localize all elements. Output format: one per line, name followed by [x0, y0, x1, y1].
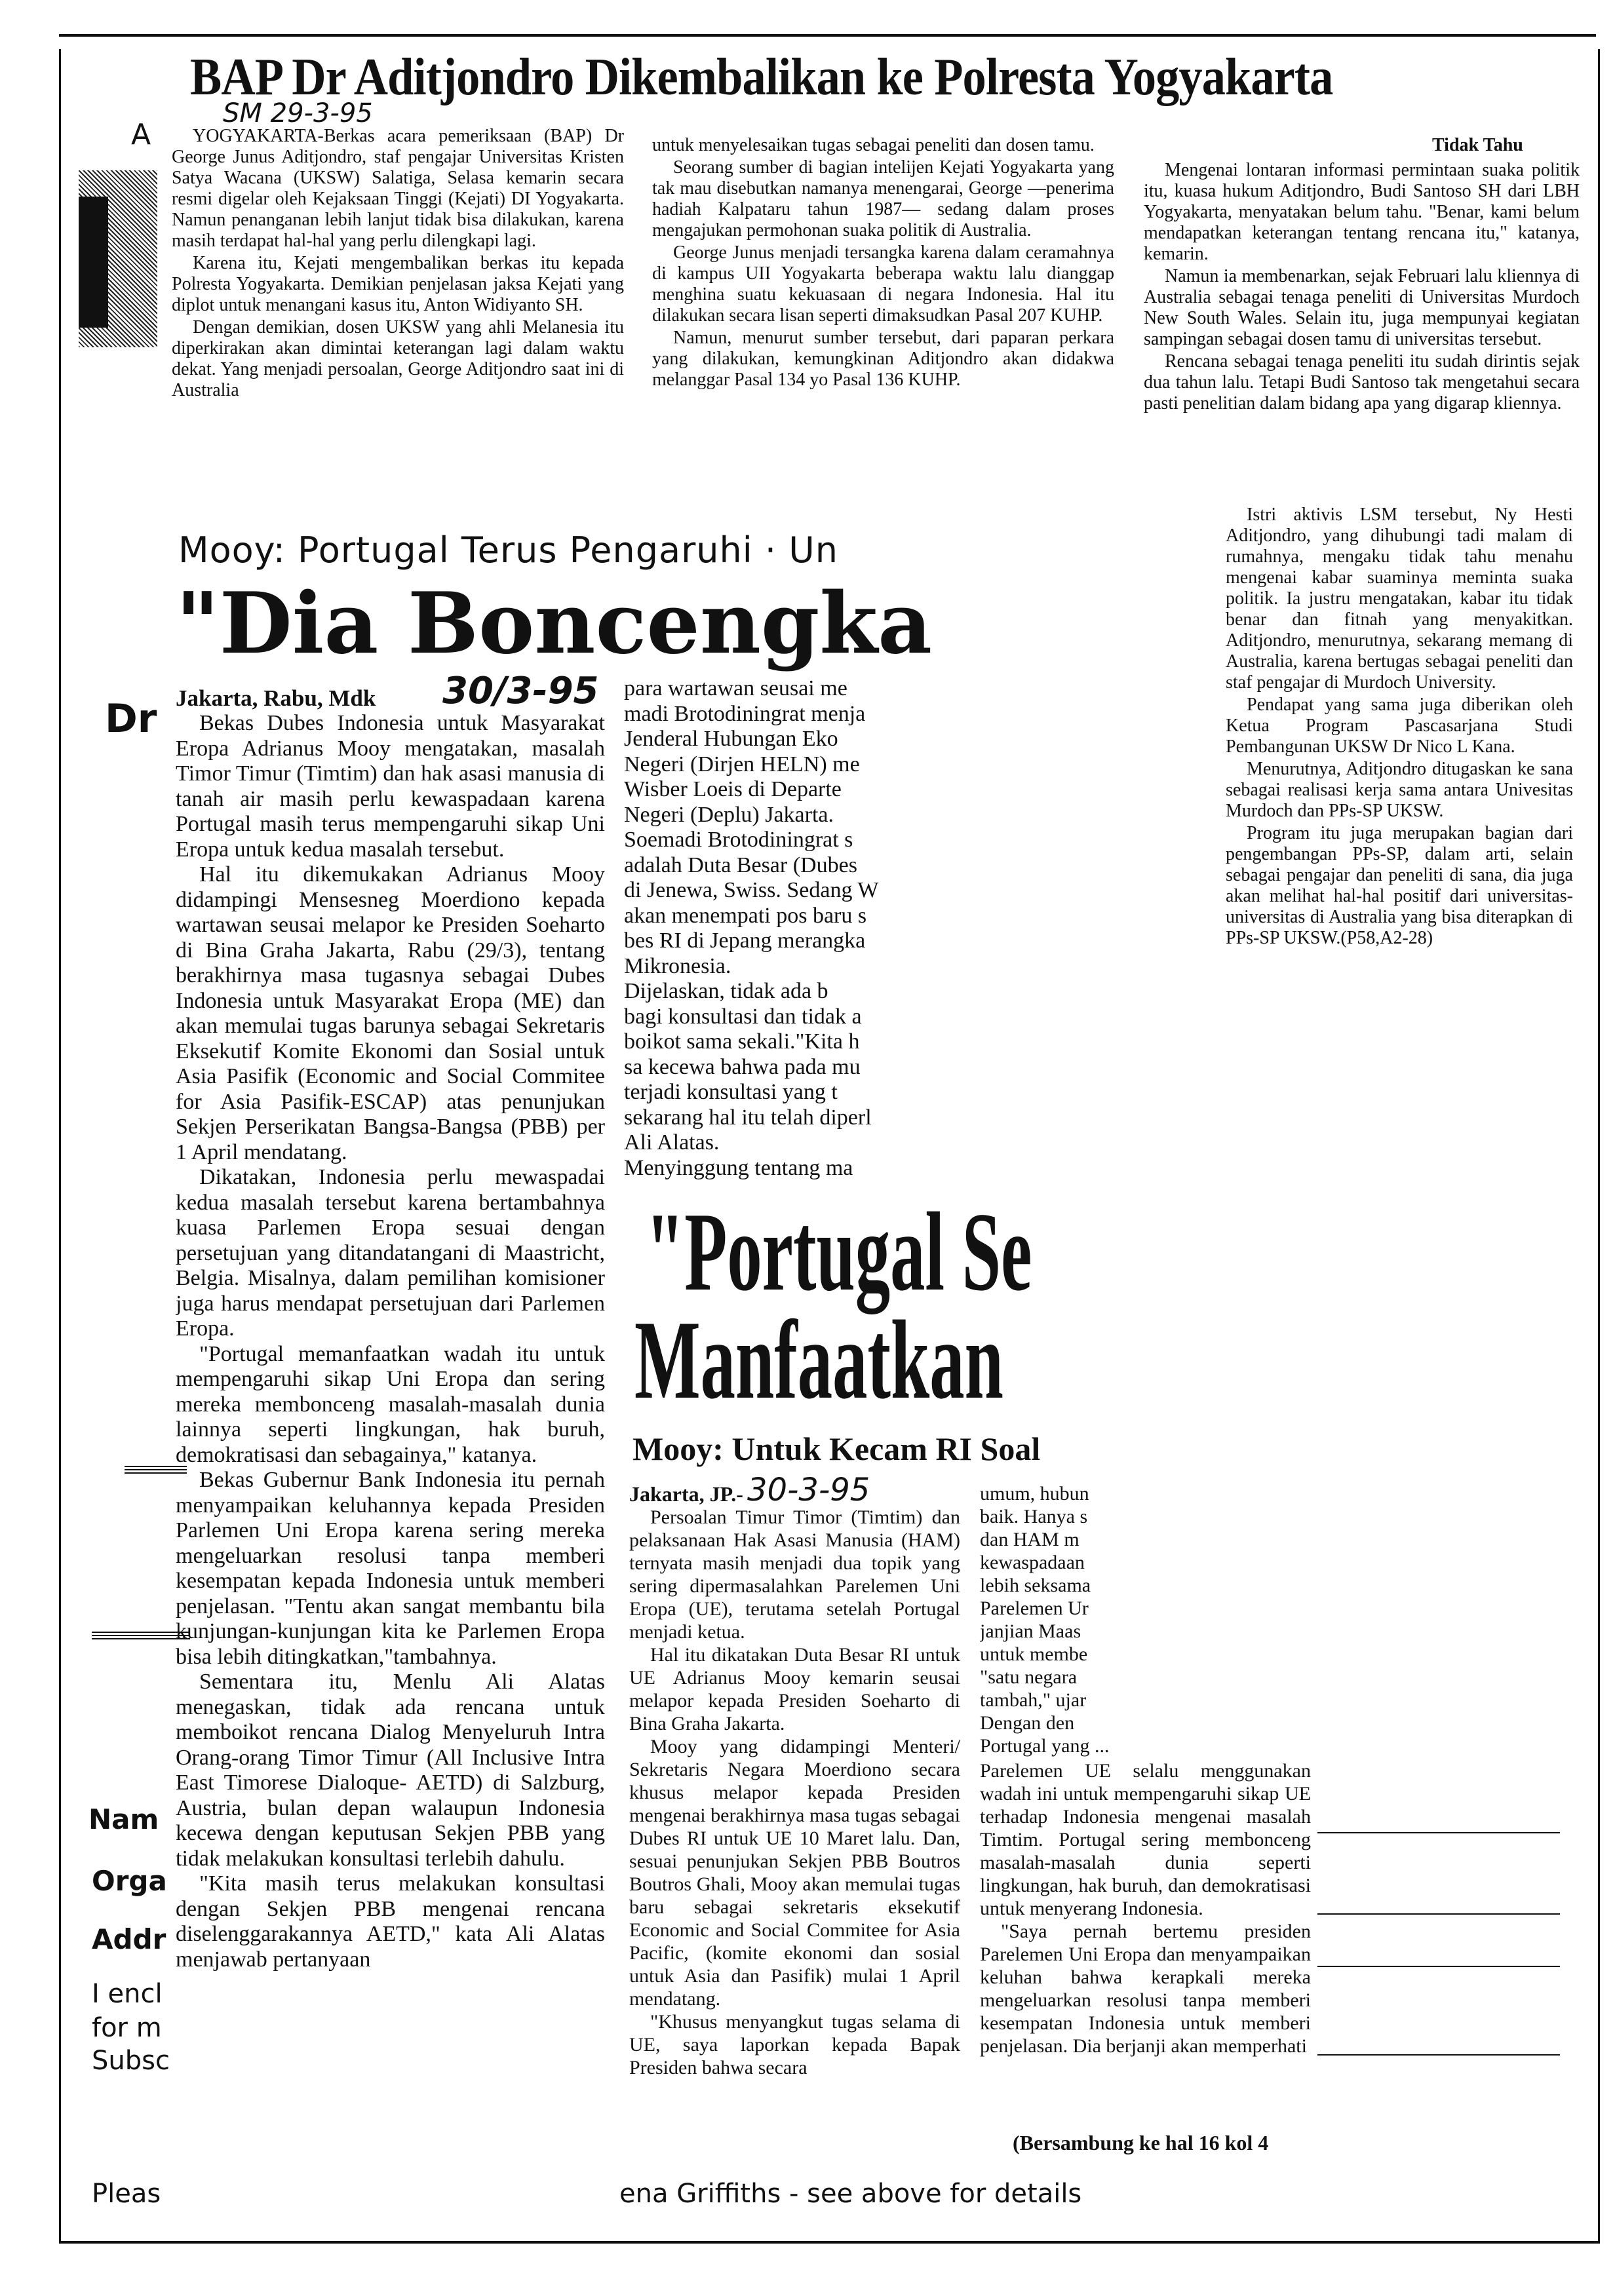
text-line: Ali Alatas. [624, 1130, 720, 1155]
form-text-please: Pleas [92, 2179, 161, 2209]
text-line: madi Brotodiningrat menja [624, 701, 866, 726]
paragraph: Hal itu dikemukakan Adrianus Mooy didampingi Mensesneg Moerdiono kepada wartawan seusai melapor ke Presiden Soeharto di Bina Graha Jakarta, Rabu (29/3), tentang berakhirnya masa tugasnya sebagai Dubes Indonesia untuk Masyarakat Eropa (ME) dan akan memulai tugas barunya sebagai Sekretaris Eksekutif Komite Ekonomi dan Sosial untuk Asia Pasifik (Economic and Social Commitee for Asia Pasifik-ESCAP) atas penunjukan Sekjen Perserikatan Bangsa-Bangsa (PBB) per 1 April mendatang. [176, 862, 605, 1164]
text-line: dan HAM m [980, 1529, 1080, 1550]
form-line [1317, 1832, 1560, 1833]
paragraph: Namun, menurut sumber tersebut, dari paparan perkara yang dilakukan, kemungkinan Aditjondro akan didakwa melanggar Pasal 134 yo Pasal 136 KUHP. [652, 328, 1114, 390]
text-line: Wisber Loeis di Departe [624, 777, 842, 801]
form-text-enclose: I encl [92, 1979, 163, 2009]
form-label-organisation: Orga [92, 1865, 167, 1897]
article1-column-3-continued [1226, 505, 1573, 1160]
text-line: Negeri (Dirjen HELN) me [624, 752, 860, 776]
text-line: tambah," ujar [980, 1689, 1087, 1711]
paragraph: YOGYAKARTA-Berkas acara pemeriksaan (BAP) Dr George Junus Aditjondro, staf pengajar Universitas Kristen Satya Wacana (UKSW) Salatiga, Selasa kemarin secara resmi digelar oleh Kejaksaan Tinggi (Kejati) DI Yogyakarta. Namun penanganan lebih lanjut tidak bisa dilakukan, karena masih terdapat hal-hal yang perlu dilengkapi lagi. [172, 126, 624, 251]
paragraph: Menurutnya, Aditjondro ditugaskan ke sana sebagai realisasi kerja sama antara Univesitas Murdoch dan PPs-SP UKSW. [1226, 759, 1573, 821]
paragraph: Istri aktivis LSM tersebut, Ny Hesti Aditjondro, yang dihubungi tadi malam di rumahnya, mengaku tidak tahu menahu mengenai kabar suaminya meminta suaka politik. Ia justru mengatakan, kabar itu tidak benar dan fitnah yang menyakitkan. Aditjondro, menurutnya, sekarang memang di Australia, karena bertugas sebagai peneliti dan staf pengajar di Murdoch University. [1226, 505, 1573, 693]
text-line: adalah Duta Besar (Dubes [624, 852, 857, 877]
article1-subheading: Tidak Tahu [1432, 135, 1523, 155]
left-fragment-a: A [131, 118, 151, 151]
text-line: Dengan den [980, 1712, 1075, 1734]
paragraph: George Junus menjadi tersangka karena dalam ceramahnya di kampus UII Yogyakarta beberapa waktu lalu dianggap menghina suatu kekuasaan di negara Indonesia. Hal itu dilakukan secara lisan seperti dimaksudkan Pasal 207 KUHP. [652, 242, 1114, 326]
text-line: untuk membe [980, 1643, 1088, 1665]
paragraph: Bekas Dubes Indonesia untuk Masyarakat Eropa Adrianus Mooy mengatakan, masalah Timor Timur (Timtim) dan hak asasi manusia di tanah air masih perlu kewaspadaan karena Portugal masih terus mempengaruhi sikap Uni Eropa untuk kedua masalah tersebut. [176, 711, 605, 862]
article1-column-2 [652, 135, 1114, 514]
text-line: Parelemen Ur [980, 1598, 1089, 1619]
article2-column-1 [176, 711, 605, 2198]
article3-column-2 [980, 1759, 1311, 2126]
article2-handwritten-date: 30/3-95 [442, 670, 599, 712]
left-fragment-dr: Dr [105, 696, 157, 742]
article2-column-2 [624, 676, 925, 1187]
text-line: Dijelaskan, tidak ada b [624, 979, 828, 1003]
article1-headline: BAP Dr Aditjondro Dikembalikan ke Polresta Yogyakarta [190, 48, 1333, 106]
paragraph: "Kita masih terus melakukan konsultasi dengan Sekjen PBB mengenai rencana diselenggarakannya AETD," kata Ali Alatas menjawab pertanyaan [176, 1871, 605, 1972]
text-line: Jenderal Hubungan Eko [624, 727, 838, 751]
article1-column-1 [172, 126, 624, 512]
paragraph: Pendapat yang sama juga diberikan oleh Ketua Program Pascasarjana Studi Pembangunan UKSW Dr Nico L Kana. [1226, 695, 1573, 757]
article1-handwritten-date: SM 29-3-95 [223, 98, 373, 128]
paragraph: Namun ia membenarkan, sejak Februari lalu kliennya di Australia sebagai tenaga peneliti di Universitas Murdoch New South Wales. Selain itu, juga mempunyai kegiatan sampingan sebagai dosen tamu di universitas tersebut. [1144, 266, 1580, 349]
text-line: Mikronesia. [624, 953, 731, 978]
article3-dateline: Jakarta, JP.- [629, 1482, 743, 1506]
text-line: "satu negara [980, 1666, 1078, 1688]
paragraph: Parelemen UE selalu menggunakan wadah ini untuk mempengaruhi sikap UE terhadap Indonesia mengenai masalah Timtim. Portugal sering membonceng masalah-masalah dunia seperti lingkungan, hak buruh, dan demokratisasi untuk menyerang Indonesia. [980, 1760, 1311, 1919]
form-text-for: for m [92, 2013, 162, 2043]
paragraph: "Saya pernah bertemu presiden Parelemen Uni Eropa dan menyampaikan keluhan bahwa kerapkali mereka mengeluarkan resolusi tanpa memberi kesempatan Indonesia untuk memberi penjelasan. Dia berjanji akan memperhati [980, 1921, 1311, 2057]
text-line: di Jenewa, Swiss. Sedang W [624, 878, 879, 902]
top-border [59, 34, 1596, 37]
article3-continued-note: (Bersambung ke hal 16 kol 4 [1013, 2131, 1269, 2154]
paragraph: Mooy yang didampingi Menteri/ Sekretaris Negara Moerdiono secara khusus melapor kepada Presiden mengenai berakhirnya masa tugas sebagai Dubes RI untuk UE 10 Maret lalu. Dan, sesuai penunjukan Sekjen PBB Boutros Boutros Ghali, Mooy akan memulai tugas baru sebagai sekretaris eksekutif Economic and Social Commitee for Asia Pacific, (komite ekonomi dan sosial untuk Asia dan Pasifik) mulai 1 April mendatang. [629, 1736, 960, 2010]
text-line: Negeri (Deplu) Jakarta. [624, 802, 834, 827]
paragraph: Hal itu dikatakan Duta Besar RI untuk UE Adrianus Mooy kemarin seusai melapor kepada Presiden Soeharto di Bina Graha Jakarta. [629, 1644, 960, 1734]
paragraph: Persoalan Timur Timor (Timtim) dan pelaksanaan Hak Asasi Manusia (HAM) ternyata masih menjadi dua topik yang sering dipermasalahkan Parelemen Uni Eropa (UE), terutama setelah Portugal menjadi ketua. [629, 1506, 960, 1643]
form-label-address: Addr [92, 1923, 166, 1955]
article3-headline-line1: "Portugal Se [646, 1190, 1032, 1314]
text-line: bes RI di Jepang merangka [624, 928, 866, 953]
form-line [1317, 1913, 1560, 1915]
text-line: terjadi konsultasi yang t [624, 1080, 838, 1104]
text-line: sekarang hal itu telah diperl [624, 1105, 872, 1130]
footer-text: ena Griffiths - see above for details [619, 2179, 1082, 2209]
paragraph: Bekas Gubernur Bank Indonesia itu pernah menyampaikan keluhannya kepada Presiden Parlemen Uni Eropa karena sering mereka mengeluarkan resolusi tanpa memberi kesempatan kepada Indonesia untuk memberi penjelasan. "Tentu akan sangat membantu bila kunjungan-kunjungan kita ke Parlemen Eropa bisa lebih ditingkatkan,"tambahnya. [176, 1468, 605, 1669]
article3-column-1 [629, 1506, 960, 2181]
paragraph: "Portugal memanfaatkan wadah itu untuk mempengaruhi sikap Uni Eropa dan sering mereka membonceng masalah-masalah dunia lainnya seperti lingkungan, hak buruh, demokratisasi dan sebagainya," katanya. [176, 1341, 605, 1467]
paragraph: untuk menyelesaikan tugas sebagai peneliti dan dosen tamu. [652, 135, 1095, 155]
form-line [1317, 1966, 1560, 1967]
text-line: para wartawan seusai me [624, 676, 847, 700]
text-line: janjian Maas [980, 1620, 1081, 1642]
paragraph: Program itu juga merupakan bagian dari pengembangan PPs-SP, dalam arti, selain sebagai pengajar dan peneliti di sana, dia juga akan melihat hal-hal positif dari universitas-universitas di Australia yang bisa diterapkan di PPs-SP UKSW.(P58,A2-28) [1226, 823, 1573, 948]
text-line: Menyinggung tentang ma [624, 1155, 853, 1180]
text-line: umum, hubun [980, 1483, 1089, 1504]
text-line: lebih seksama [980, 1575, 1091, 1596]
sidebar-block [79, 197, 108, 328]
article2-dateline: Jakarta, Rabu, Mdk [176, 685, 376, 711]
article3-headline-line2: Manfaatkan [634, 1298, 1003, 1423]
paragraph: Seorang sumber di bagian intelijen Kejati Yogyakarta yang tak mau disebutkan namanya menengarai, George —penerima hadiah Kalpataru tahun 1987— sedang dalam proses mengajukan permohonan suaka politik di Australia. [652, 157, 1114, 240]
article3-kicker: Mooy: Untuk Kecam RI Soal [632, 1430, 1041, 1467]
text-line: bagi konsultasi dan tidak a [624, 1004, 862, 1029]
form-label-name: Nam [88, 1803, 159, 1835]
text-line: boikot sama sekali."Kita h [624, 1029, 860, 1054]
paragraph: Sementara itu, Menlu Ali Alatas menegaskan, tidak ada rencana untuk memboikot rencana Dialog Menyeluruh Intra Orang-orang Timor Timur (All Inclusive Intra East Timorese Dialoque- AETD) di Salzburg, Austria, bulan depan walaupun Indonesia kecewa dengan keputusan Sekjen PBB yang tidak melakukan konsultasi terlebih dahulu. [176, 1670, 605, 1871]
paragraph: Dengan demikian, dosen UKSW yang ahli Melanesia itu diperkirakan akan dimintai keterangan lagi dalam waktu dekat. Yang menjadi persoalan, George Aditjondro saat ini di Australia [172, 317, 624, 400]
paragraph: Mengenai lontaran informasi permintaan suaka politik itu, kuasa hukum Aditjondro, Budi Santoso SH dari LBH Yogyakarta, menyatakan belum tahu. "Benar, kami belum mendapatkan keterangan tentang rencana itu," katanya, kemarin. [1144, 160, 1580, 264]
paragraph: Karena itu, Kejati mengembalikan berkas itu kepada Polresta Yogyakarta. Demikian penjelasan jaksa Kejati yang diplot untuk menangani kasus itu, Anton Widiyanto SH. [172, 253, 624, 315]
text-line: baik. Hanya s [980, 1506, 1088, 1527]
paragraph: "Khusus menyangkut tugas selama di UE, saya laporkan kepada Bapak Presiden bahwa secara [629, 2011, 960, 2078]
article3-handwritten-date: 30-3-95 [747, 1472, 870, 1508]
article3-column-2-fragment [980, 1482, 1177, 1757]
form-line [1317, 2054, 1560, 2056]
text-line: Soemadi Brotodiningrat s [624, 828, 853, 852]
paragraph: Rencana sebagai tenaga peneliti itu sudah dirintis sejak dua tahun lalu. Tetapi Budi Santoso tak mengetahui secara pasti penelitian dalam bidang apa yang digarap kliennya. [1144, 351, 1580, 413]
text-line: akan menempati pos baru s [624, 903, 867, 928]
text-line: Portugal yang ... [980, 1735, 1110, 1757]
article2-headline: "Dia Boncengka [176, 575, 932, 673]
form-text-subscription: Subsc [92, 2046, 170, 2076]
text-line: sa kecewa bahwa pada mu [624, 1054, 861, 1079]
paragraph: Dikatakan, Indonesia perlu mewaspadai kedua masalah tersebut karena bertambahnya kuasa Parlemen Eropa sesuai dengan persetujuan yang ditandatangani di Maastricht, Belgia. Misalnya, dalam pemilihan komisioner juga harus mendapat persetujuan dari Parlemen Eropa. [176, 1165, 605, 1341]
article1-column-3 [1144, 160, 1580, 494]
article2-kicker: Mooy: Portugal Terus Pengaruhi · Un [178, 529, 838, 571]
text-line: kewaspadaan [980, 1552, 1085, 1573]
